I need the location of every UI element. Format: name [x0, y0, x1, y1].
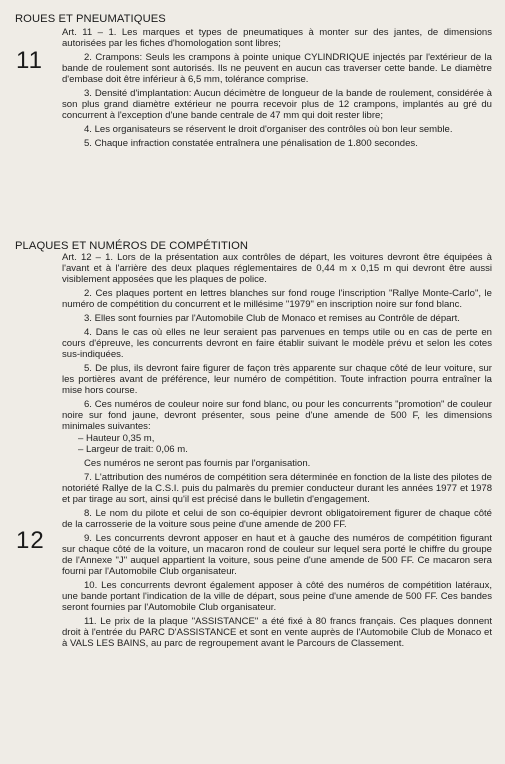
art11-paragraph: 4. Les organisateurs se réservent le droit d'organiser des contrôles où bon leur semble.	[84, 123, 453, 135]
art12-dimension-item: – Hauteur 0,35 m,	[78, 433, 155, 445]
article-12-body	[62, 253, 492, 653]
art12-paragraph: 2. Ces plaques portent en lettres blanches sur fond rouge l'inscription "Rallye Monte-Carlo", le numéro de compétition du concurrent et le millésime "1979" en inscription noire sur fond blanc.	[62, 287, 492, 310]
article-number-12: 12	[16, 527, 45, 554]
art12-paragraph: 7. L'attribution des numéros de compétition sera déterminée en fonction de la liste des pilotes de notoriété Rallye de la C.S.I. puis du palmarès du premier conducteur durant les années 1977 et 1978 et par tirage au sort, ainsi qu'il est précisé dans le bulletin d'engagement.	[62, 472, 492, 506]
art12-paragraph: 5. De plus, ils devront faire figurer de façon très apparente sur chaque côté de leur voiture, sur les portières avant de préférence, leur numéro de compétition. Toute infraction pourra entraîner la mise hors course.	[62, 363, 492, 396]
art12-paragraph: 6. Ces numéros de couleur noire sur fond blanc, ou pour les concurrents "promotion" de couleur noire sur fond jaune, devront présenter, sous peine d'une amende de 500 F, les dimensions minimales suivantes:	[62, 399, 492, 432]
art12-dimension-item: – Largeur de trait: 0,06 m.	[78, 443, 188, 455]
art11-paragraph: 3. Densité d'implantation: Aucun décimètre de longueur de la bande de roulement, considérée à son plus grand diamètre extérieur ne pourra recevoir plus de 12 crampons, implantés au gré du concurrent à l'exception d'une bande centrale de 47 mm qui doit rester libre;	[62, 88, 492, 121]
art11-paragraph: 2. Crampons: Seuls les crampons à pointe unique CYLINDRIQUE injectés par l'extérieur de la bande de roulement sont autorisés. Ils ne peuvent en aucun cas traverser cette bande. Le diamètre d'embase doit être inférieur à 6,5 mm, tolérance comprise.	[62, 52, 492, 85]
section-heading-plaques: PLAQUES ET NUMÉROS DE COMPÉTITION	[15, 240, 249, 252]
section-heading-roues: ROUES ET PNEUMATIQUES	[15, 13, 166, 25]
art12-paragraph: 8. Le nom du pilote et celui de son co-équipier devront obligatoirement figurer de chaque côté de la carrosserie de la voiture sous peine d'une amende de 200 FF.	[62, 508, 492, 531]
article-11-body	[62, 28, 492, 153]
art11-paragraph: 5. Chaque infraction constatée entraînera une pénalisation de 1.800 secondes.	[84, 138, 418, 150]
art12-paragraph: Ces numéros ne seront pas fournis par l'organisation.	[84, 458, 311, 470]
article-number-11: 11	[16, 47, 43, 74]
art11-paragraph: Art. 11 – 1. Les marques et types de pneumatiques à monter sur des jantes, de dimensions autorisées par les fiches d'homologation sont libres;	[62, 27, 492, 49]
art12-paragraph: 9. Les concurrents devront apposer en haut et à gauche des numéros de compétition figurant sur chaque côté de la voiture, un macaron rond de couleur sur lequel sera porté le chiffre du groupe de l'Annexe "J" auquel appartient la voiture, sous peine d'une amende de 500 FF. Ce macaron sera fourni par l'Automobile Club organisateur.	[62, 533, 492, 577]
art12-paragraph: 3. Elles sont fournies par l'Automobile Club de Monaco et remises au Contrôle de départ.	[84, 313, 460, 324]
art12-paragraph: Art. 12 – 1. Lors de la présentation aux contrôles de départ, les voitures devront être équipées à l'avant et à l'arrière des deux plaques réglementaires de 0,44 m x 0,15 m qui devront être aussi visiblement apposées que les plaques de police.	[62, 252, 492, 285]
art12-paragraph: 11. Le prix de la plaque "ASSISTANCE" a été fixé à 80 francs français. Ces plaques donnent droit à l'entrée du PARC D'ASSISTANCE et sont en vente auprès de l'Automobile Club de Monaco et à VALS LES BAINS, au parc de regroupement avant le Parcours de Classement.	[62, 616, 492, 649]
art12-paragraph: 4. Dans le cas où elles ne leur seraient pas parvenues en temps utile ou en cas de perte en cours d'épreuve, les concurrents devront en faire établir suivant le modèle prévu et selon les cotes sus-indiquées.	[62, 327, 492, 360]
art12-paragraph: 10. Les concurrents devront également apposer à côté des numéros de compétition latéraux, une bande portant l'indication de la ville de départ, sous peine d'une amende de 500 FF. Ces bandes seront fournies par l'Automobile Club organisateur.	[62, 580, 492, 613]
